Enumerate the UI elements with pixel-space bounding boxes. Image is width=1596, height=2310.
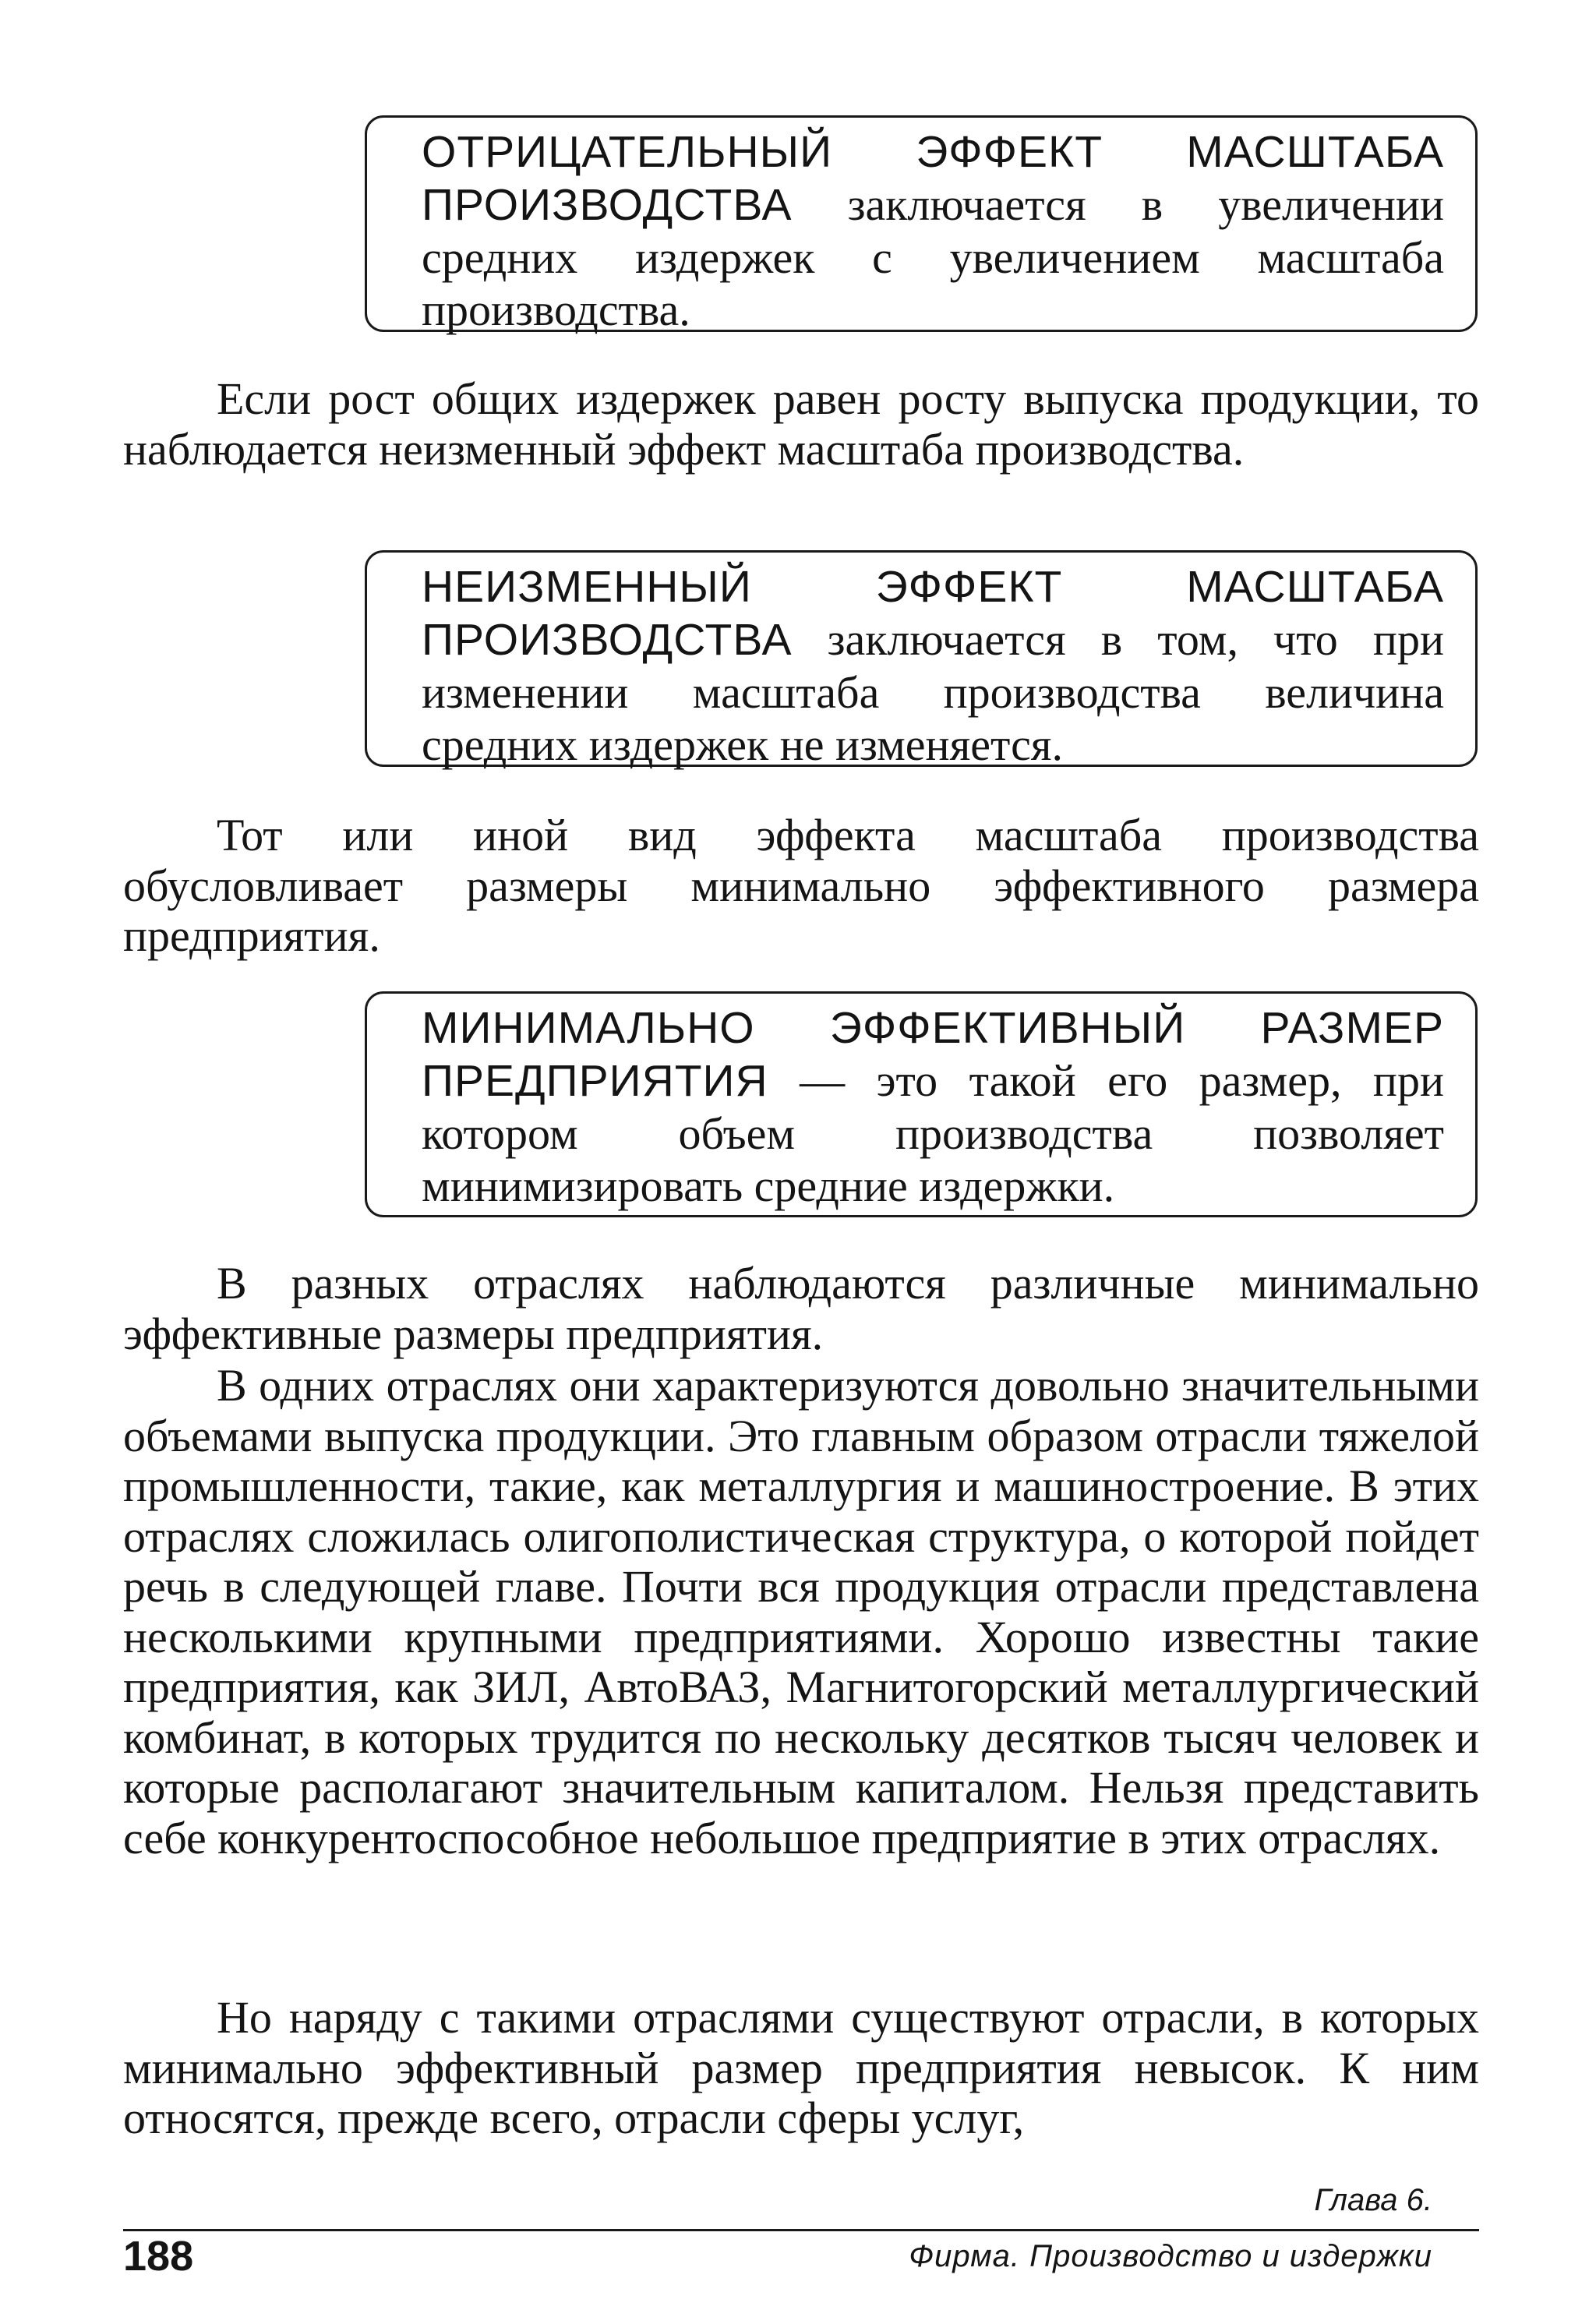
body-paragraph: Но наряду с такими отраслями существуют отрасли, в которых минимально эффективный размер предприятия невысок. К ним относятся, прежде всего, отрасли сферы услуг, bbox=[123, 1992, 1479, 2143]
body-paragraph: В разных отраслях наблюдаются различные минимально эффективные размеры предприятия. bbox=[123, 1258, 1479, 1359]
definition-text: — это такой его размер, при котором объем производства позволяет минимизировать средние издержки. bbox=[422, 1055, 1444, 1211]
page-number: 188 bbox=[123, 2233, 194, 2280]
definition-text: заключается в том, что при изменении масштаба производства величина средних издержек не изменяется. bbox=[422, 614, 1444, 770]
body-paragraph: Если рост общих издержек равен росту выпуска продукции, то наблюдается неизменный эффект масштаба производства. bbox=[123, 373, 1479, 475]
definition-box-negative-scale-effect bbox=[365, 115, 1478, 335]
body-paragraph: В одних отраслях они характеризуются довольно значительными объемами выпуска продукции. Это главным образом отрасли тяжелой промышленности, такие, как металлургия и машиностроение. В этих отраслях сложилась олигополистическая структура, о которой пойдет речь в следующей главе. Почти вся продукция отрасли представлена несколькими крупными предприятиями. Хорошо известны такие предприятия, как ЗИЛ, АвтоВАЗ, Магнитогорский металлургический комбинат, в которых трудится по нескольку десятков тысяч человек и которые располагают значительным капиталом. Нельзя представить себе конкурентоспособное небольшое предприятие в этих отраслях. bbox=[123, 1360, 1479, 1863]
body-paragraph: Тот или иной вид эффекта масштаба производства обусловливает размеры минимально эффективного размера предприятия. bbox=[123, 810, 1479, 961]
definition-box-constant-scale-effect bbox=[365, 550, 1478, 770]
definition-term: ОТРИЦАТЕЛЬНЫЙ ЭФФЕКТ МАСШТАБА ПРОИЗВОДСТВА bbox=[422, 127, 1444, 230]
definition-term: МИНИМАЛЬНО ЭФФЕКТИВНЫЙ РАЗМЕР ПРЕДПРИЯТИЯ bbox=[422, 1003, 1444, 1106]
running-head: Фирма. Производство и издержки bbox=[909, 2239, 1432, 2273]
chapter-label: Глава 6. bbox=[1314, 2183, 1432, 2217]
definition-box-minimum-efficient-scale bbox=[365, 991, 1478, 1217]
definition-text: заключается в увеличении средних издержек с увеличением масштаба производства. bbox=[422, 179, 1444, 335]
definition-term: НЕИЗМЕННЫЙ ЭФФЕКТ МАСШТАБА ПРОИЗВОДСТВА bbox=[422, 562, 1444, 665]
footer-rule bbox=[123, 2229, 1479, 2231]
